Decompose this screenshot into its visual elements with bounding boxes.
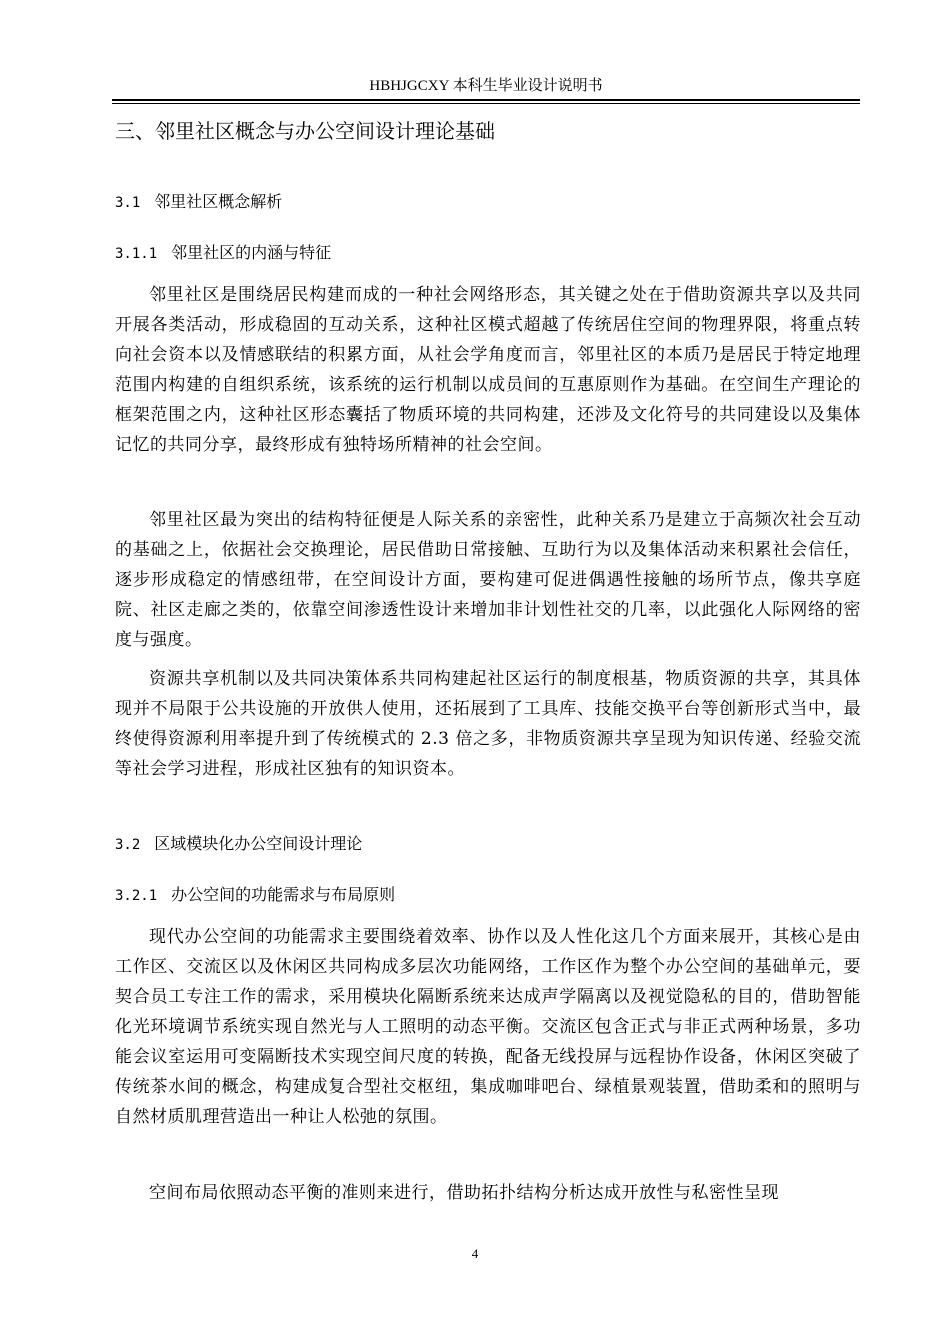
section-number: 3.1.1 [115, 246, 158, 262]
body-paragraph: 邻里社区最为突出的结构特征便是人际关系的亲密性，此种关系乃是建立于高频次社会互动的基础之上，依据社会交换理论，居民借助日常接触、互助行为以及集体活动来积累社会信任，逐步形成稳定的情感纽带，在空间设计方面，要构建可促进偶遇性接触的场所节点，像共享庭院、社区走廊之类的，依靠空间渗透性设计来增加非计划性社交的几率，以此强化人际网络的密度与强度。 [115, 510, 861, 650]
section-heading-3-1 [115, 190, 282, 215]
section-number: 3.2.1 [115, 888, 158, 904]
page-number: 4 [471, 1246, 479, 1261]
section-title: 邻里社区的内涵与特征 [171, 243, 332, 262]
running-header: HBHJGCXY 本科生毕业设计说明书 [369, 78, 603, 94]
body-paragraph: 资源共享机制以及共同决策体系共同构建起社区运行的制度根基，物质资源的共享，其具体现并不局限于公共设施的开放供人使用，还拓展到了工具库、技能交换平台等创新形式当中，最终使得资源利用率提升到了传统模式的 2.3 倍之多，非物质资源共享呈现为知识传递、经验交流等社会学习进程，形成社区独有的知识资本。 [115, 669, 861, 779]
body-paragraph: 邻里社区是围绕居民构建而成的一种社会网络形态，其关键之处在于借助资源共享以及共同开展各类活动，形成稳固的互动关系，这种社区模式超越了传统居住空间的物理界限，将重点转向社会资本以及情感联结的积累方面，从社会学角度而言，邻里社区的本质乃是居民于特定地理范围内构建的自组织系统，该系统的运行机制以成员间的互惠原则作为基础。在空间生产理论的框架范围之内，这种社区形态囊括了物质环境的共同构建，还涉及文化符号的共同建设以及集体记忆的共同分享，最终形成有独特场所精神的社会空间。 [115, 285, 861, 455]
section-number: 3.2 [115, 837, 141, 853]
header-rule-thin [112, 103, 860, 104]
section-heading-3-2-1 [115, 883, 395, 908]
header-rule [112, 99, 860, 101]
section-heading-3-1-1 [115, 241, 331, 266]
section-title: 办公空间的功能需求与布局原则 [171, 885, 396, 904]
section-number: 3.1 [115, 195, 141, 211]
body-paragraph: 现代办公空间的功能需求主要围绕着效率、协作以及人性化这几个方面来展开，其核心是由工作区、交流区以及休闲区共同构成多层次功能网络，工作区作为整个办公空间的基础单元，要契合员工专注工作的需求，采用模块化隔断系统来达成声学隔离以及视觉隐私的目的，借助智能化光环境调节系统实现自然光与人工照明的动态平衡。交流区包含正式与非正式两种场景，多功能会议室运用可变隔断技术实现空间尺度的转换，配备无线投屏与远程协作设备，休闲区突破了传统茶水间的概念，构建成复合型社交枢纽，集成咖啡吧台、绿植景观装置，借助柔和的照明与自然材质肌理营造出一种让人松弛的氛围。 [115, 927, 861, 1127]
section-heading-3-2 [115, 832, 362, 857]
chapter-title: 三、邻里社区概念与办公空间设计理论基础 [115, 119, 495, 143]
section-title: 邻里社区概念解析 [154, 192, 283, 211]
section-title: 区域模块化办公空间设计理论 [154, 834, 363, 853]
body-paragraph: 空间布局依照动态平衡的准则来进行，借助拓扑结构分析达成开放性与私密性呈现 [149, 1183, 779, 1203]
